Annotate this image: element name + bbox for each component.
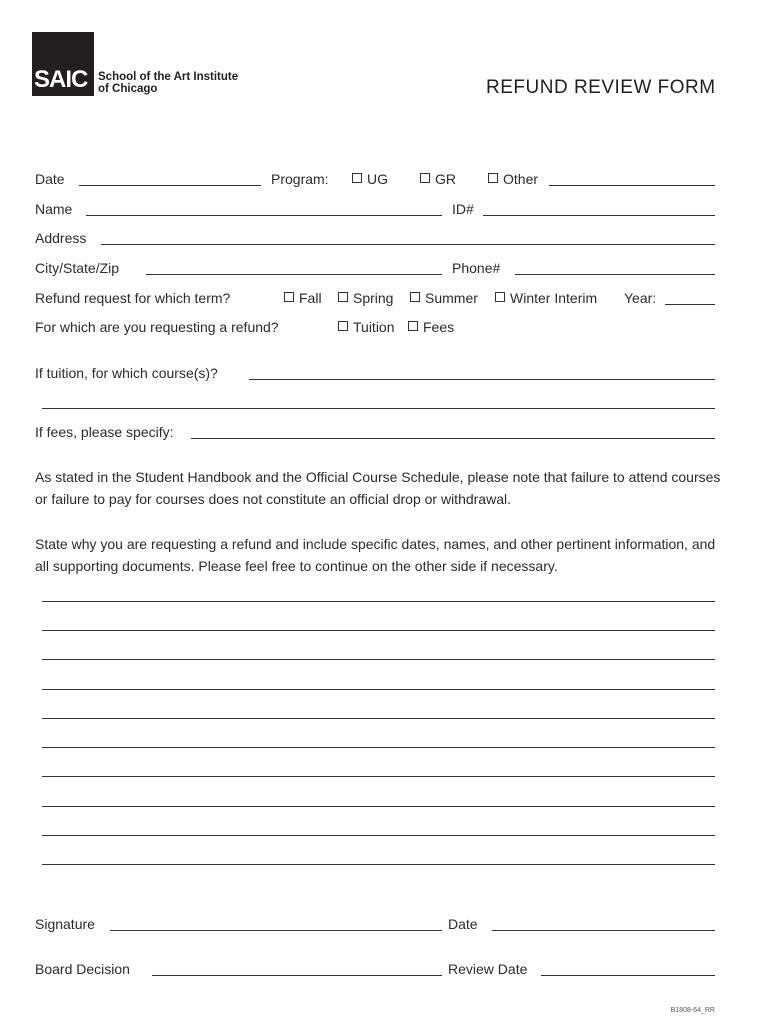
term-spring-label: Spring [353, 290, 394, 306]
signature-field[interactable] [110, 930, 442, 931]
term-summer-label: Summer [425, 290, 478, 306]
explanation-line[interactable] [42, 630, 715, 631]
phone-field[interactable] [515, 274, 715, 275]
explanation-line[interactable] [42, 835, 715, 836]
courses-field-continued[interactable] [42, 408, 715, 409]
explanation-line[interactable] [42, 718, 715, 719]
address-row [35, 229, 715, 249]
school-name-line1: School of the Art Institute [98, 71, 239, 83]
signature-date-field[interactable] [492, 930, 715, 931]
term-fall-label: Fall [299, 290, 322, 306]
explanation-line[interactable] [42, 864, 715, 865]
city-state-zip-field[interactable] [146, 274, 442, 275]
signature-date-label: Date [448, 916, 478, 932]
refund-fees-option[interactable] [408, 318, 454, 336]
date-program-row [35, 170, 715, 190]
date-label: Date [35, 171, 65, 187]
name-id-row [35, 200, 715, 220]
board-decision-field[interactable] [152, 975, 442, 976]
review-date-label: Review Date [448, 961, 528, 977]
logo-text: SAIC [34, 66, 88, 93]
signature-label: Signature [35, 916, 95, 932]
program-ug-label: UG [367, 171, 388, 187]
checkbox-icon[interactable] [408, 321, 418, 331]
board-decision-label: Board Decision [35, 961, 130, 977]
checkbox-icon[interactable] [495, 292, 505, 302]
program-other-label: Other [503, 171, 539, 187]
term-fall-option[interactable] [284, 289, 322, 307]
explanation-line[interactable] [42, 806, 715, 807]
checkbox-icon[interactable] [410, 292, 420, 302]
explanation-line[interactable] [42, 601, 715, 602]
checkbox-icon[interactable] [488, 173, 498, 183]
date-field[interactable] [79, 185, 261, 186]
program-label: Program: [271, 171, 329, 187]
courses-label: If tuition, for which course(s)? [35, 365, 218, 381]
signature-row [35, 915, 715, 935]
city-state-zip-label: City/State/Zip [35, 260, 120, 276]
checkbox-icon[interactable] [352, 173, 362, 183]
checkbox-icon[interactable] [338, 292, 348, 302]
courses-field[interactable] [249, 379, 715, 380]
year-field[interactable] [665, 304, 715, 305]
refund-tuition-label: Tuition [353, 319, 395, 335]
checkbox-icon[interactable] [420, 173, 430, 183]
name-field[interactable] [86, 215, 442, 216]
form-title: REFUND REVIEW FORM [486, 77, 716, 98]
explanation-line[interactable] [42, 776, 715, 777]
program-gr-label: GR [435, 171, 456, 187]
term-row [35, 289, 715, 309]
board-decision-row [35, 960, 715, 980]
school-name [98, 71, 238, 95]
fees-label: If fees, please specify: [35, 424, 174, 440]
school-name-line2: of Chicago [98, 83, 158, 95]
explanation-line[interactable] [42, 659, 715, 660]
id-label: ID# [452, 201, 474, 217]
program-gr-option[interactable] [420, 170, 456, 188]
term-winter-option[interactable] [495, 289, 597, 307]
fees-row [35, 423, 715, 443]
courses-row [35, 364, 715, 384]
address-label: Address [35, 230, 87, 246]
program-ug-option[interactable] [352, 170, 388, 188]
id-field[interactable] [483, 215, 715, 216]
review-date-field[interactable] [541, 975, 715, 976]
program-other-field[interactable] [549, 185, 715, 186]
term-summer-option[interactable] [410, 289, 478, 307]
refund-instructions: State why you are requesting a refund and include specific dates, names, and other pertinent information, and all supporting documents. Please feel free to continue on the other side if necessary. [35, 536, 716, 574]
city-phone-row [35, 259, 715, 279]
policy-notice: As stated in the Student Handbook and the Official Course Schedule, please note that failure to attend courses or failure to pay for courses does not constitute an official drop or withdrawal. [35, 469, 721, 507]
explanation-line[interactable] [42, 747, 715, 748]
program-other-option[interactable] [488, 170, 538, 188]
refund-for-label: For which are you requesting a refund? [35, 319, 279, 335]
year-label: Year: [624, 290, 657, 306]
form-code: B1808-64_RR [670, 1007, 715, 1014]
term-spring-option[interactable] [338, 289, 393, 307]
term-winter-label: Winter Interim [510, 290, 598, 306]
explanation-line[interactable] [42, 689, 715, 690]
term-label: Refund request for which term? [35, 290, 231, 306]
checkbox-icon[interactable] [338, 321, 348, 331]
saic-logo [32, 32, 94, 96]
address-field[interactable] [101, 244, 715, 245]
refund-for-row [35, 318, 715, 338]
name-label: Name [35, 201, 73, 217]
refund-tuition-option[interactable] [338, 318, 395, 336]
checkbox-icon[interactable] [284, 292, 294, 302]
phone-label: Phone# [452, 260, 501, 276]
refund-fees-label: Fees [423, 319, 455, 335]
fees-field[interactable] [191, 438, 715, 439]
